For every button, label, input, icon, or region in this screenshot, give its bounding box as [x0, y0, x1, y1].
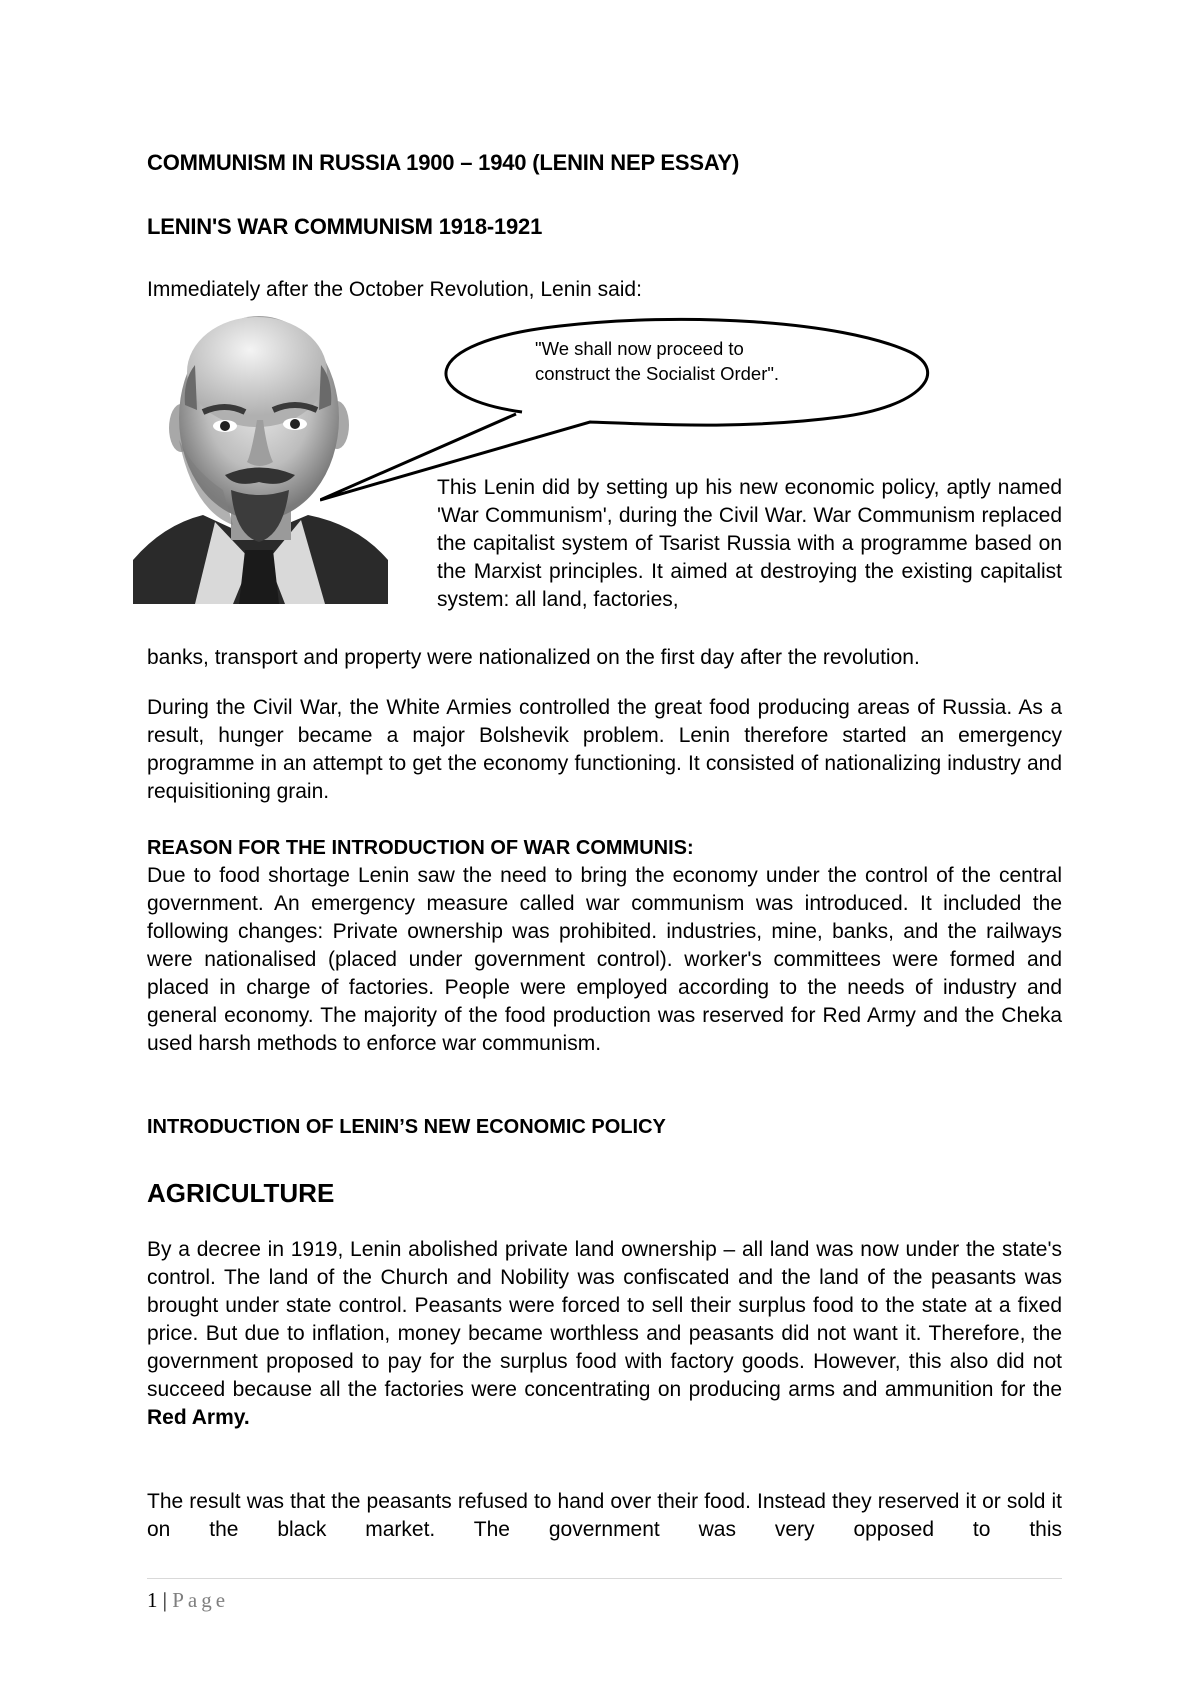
- footer-separator: |: [157, 1588, 173, 1612]
- document-title: COMMUNISM IN RUSSIA 1900 – 1940 (LENIN NEP ESSAY): [147, 150, 740, 175]
- section-heading-war-communism: LENIN'S WAR COMMUNISM 1918-1921: [147, 214, 543, 239]
- quote-line-2: construct the Socialist Order".: [535, 363, 780, 384]
- intro-text: Immediately after the October Revolution, Lenin said:: [147, 278, 642, 301]
- page-label: Page: [172, 1588, 230, 1612]
- war-communism-paragraph-tail: banks, transport and property were nationalized on the first day after the revolution.: [147, 646, 920, 669]
- section-heading-nep: INTRODUCTION OF LENIN’S NEW ECONOMIC POLICY: [147, 1116, 666, 1138]
- civil-war-paragraph: During the Civil War, the White Armies controlled the great food producing areas of Russia. As a result, hunger became a major Bolshevik problem. Lenin therefore started an emergency programme in an attempt to get the economy functioning. It consisted of nationalizing industry and requisitioning grain.: [147, 696, 1062, 803]
- page-number: 1: [147, 1588, 158, 1612]
- page-footer: [147, 1588, 229, 1613]
- red-army-bold-text: Red Army.: [147, 1406, 250, 1429]
- war-communism-paragraph: This Lenin did by setting up his new economic policy, aptly named 'War Communism', during the Civil War. War Communism replaced the capitalist system of Tsarist Russia with a programme based on the Marxist principles. It aimed at destroying the existing capitalist system: all land, factories,: [437, 476, 1062, 611]
- agriculture-paragraph-2: The result was that the peasants refused to hand over their food. Instead they reserved it or sold it on the black market. The government was very opposed to this: [147, 1490, 1062, 1541]
- quote-line-1: "We shall now proceed to: [535, 338, 744, 359]
- section-heading-agriculture: AGRICULTURE: [147, 1178, 335, 1208]
- agriculture-paragraph-1-text: By a decree in 1919, Lenin abolished private land ownership – all land was now under the state's control. The land of the Church and Nobility was confiscated and the land of the peasants was brought under state control. Peasants were forced to sell their surplus food to the state at a fixed price. But due to inflation, money became worthless and peasants did not want it. Therefore, the government proposed to pay for the surplus food with factory goods. However, this also did not succeed because all the factories were concentrating on producing arms and ammunition for the: [147, 1238, 1062, 1401]
- section-heading-reason: REASON FOR THE INTRODUCTION OF WAR COMMUNIS:: [147, 837, 694, 859]
- speech-bubble-quote: [535, 336, 855, 386]
- agriculture-paragraph-1: [147, 1236, 1062, 1432]
- reason-paragraph: Due to food shortage Lenin saw the need to bring the economy under the control of the central government. An emergency measure called war communism was introduced. It included the following changes: Private ownership was prohibited. industries, mine, banks, and the railways were nationalised (placed under government control). worker's committees were formed and placed in charge of factories. People were employed according to the needs of industry and general economy. The majority of the food production was reserved for Red Army and the Cheka used harsh methods to enforce war communism.: [147, 864, 1062, 1055]
- footer-divider: [147, 1578, 1062, 1579]
